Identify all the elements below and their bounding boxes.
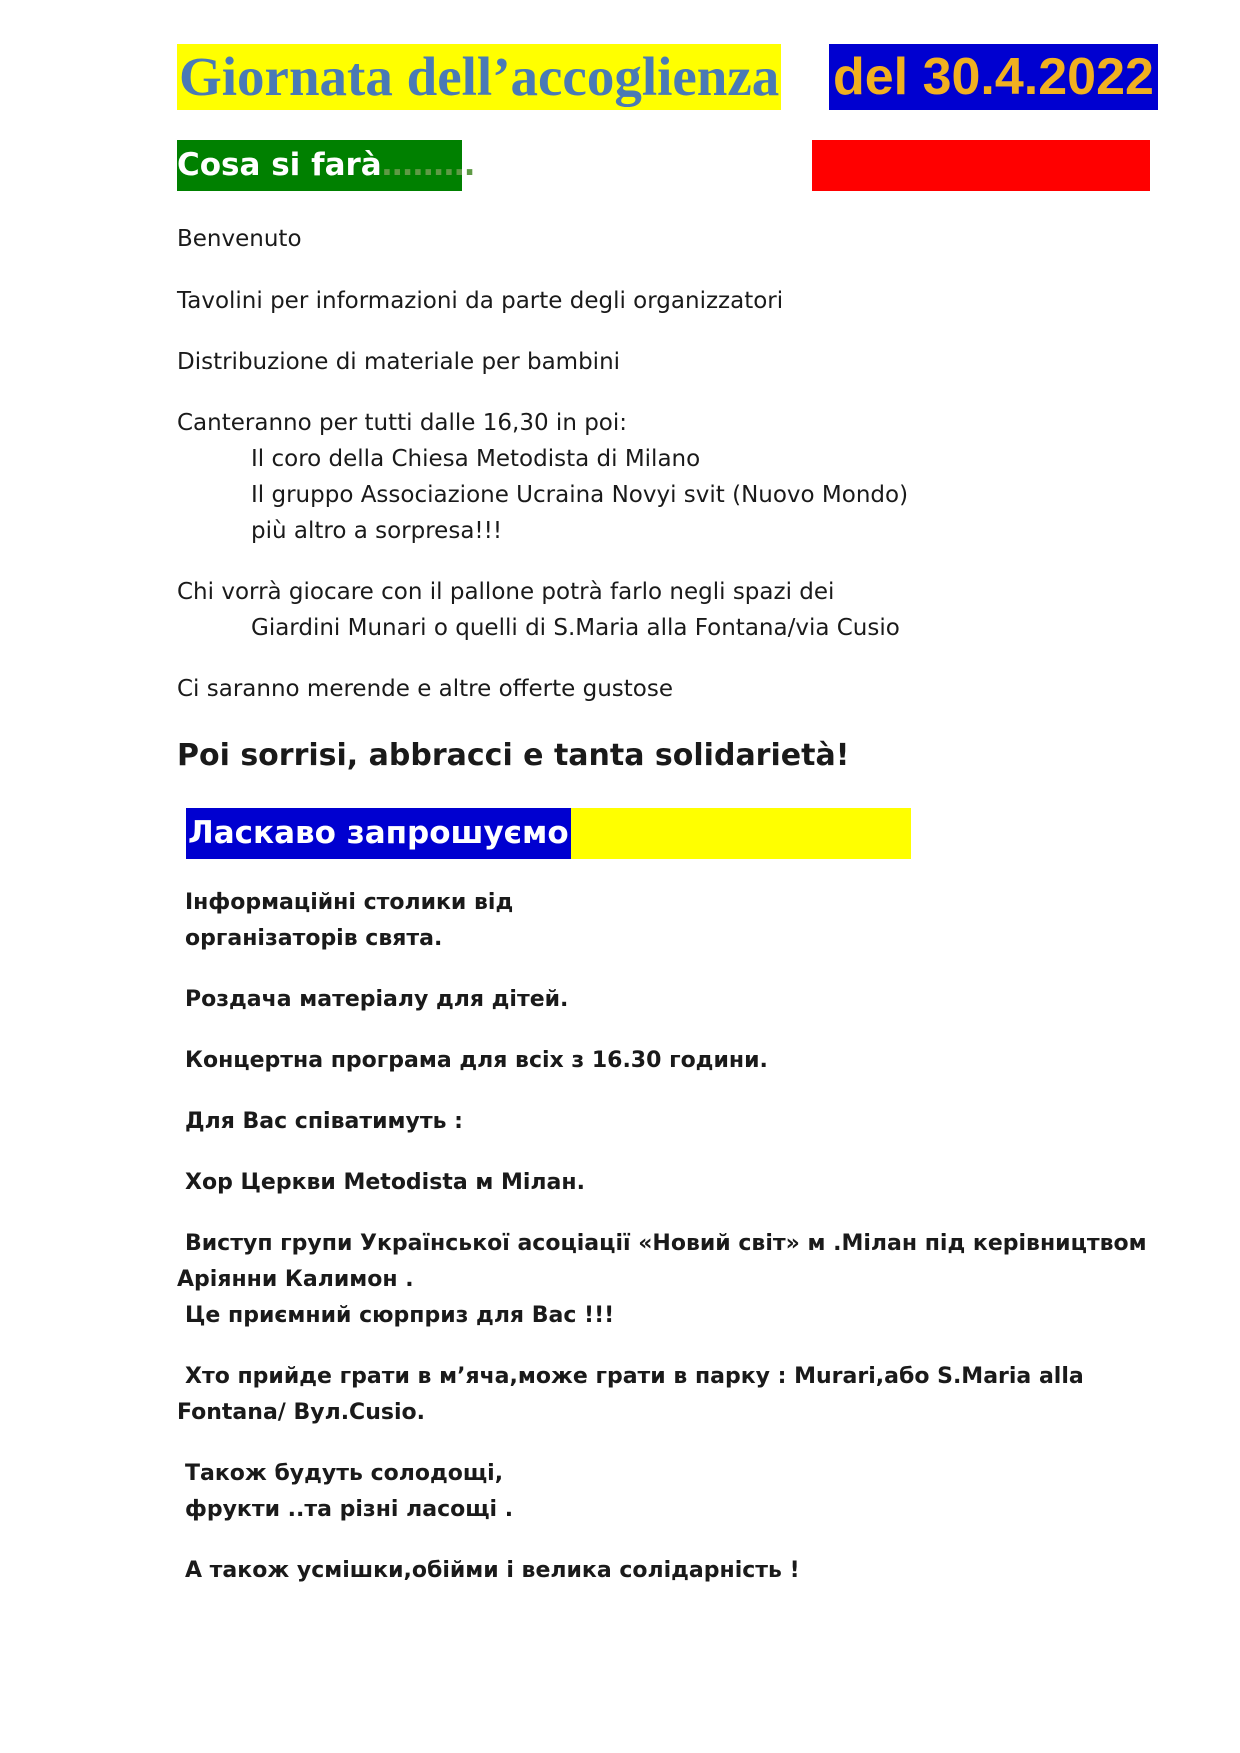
ukrainian-section-header: Ласкаво запрошуємо: [186, 808, 571, 859]
ua-info-line2: організаторів свята.: [185, 926, 443, 951]
ua-ball-line1: Хто прийде грати в м’яча,може грати в парку : Murari,або S.Maria alla: [185, 1364, 1084, 1389]
it-singer-2: Il gruppo Associazione Ucraina Novyi svit (Nuovo Mondo): [251, 482, 909, 508]
it-closing: Poi sorrisi, abbracci e tanta solidarietà!: [177, 738, 850, 773]
title-date: del 30.4.2022: [829, 44, 1158, 110]
it-singing-intro: Canteranno per tutti dalle 16,30 in poi:: [177, 410, 628, 436]
ua-group-line2: Арiянни Калимон .: [177, 1267, 414, 1292]
it-welcome: Benvenuto: [177, 226, 302, 252]
it-snacks: Ci saranno merende e altre offerte gustose: [177, 676, 673, 702]
it-ball-line2: Giardini Munari o quelli di S.Maria alla Fontana/via Cusio: [251, 615, 900, 641]
ua-concert: Концертна програма для всіх з 16.30 години.: [185, 1048, 768, 1073]
ua-ball-line2: Fontana/ Вул.Cusio.: [177, 1400, 425, 1425]
it-ball-line1: Chi vorrà giocare con il pallone potrà farlo negli spazi dei: [177, 579, 835, 605]
ua-materials: Роздача матеріалу для дітей.: [185, 987, 569, 1012]
title-part1: Giornata dell’accoglienza: [177, 44, 781, 110]
it-info-tables: Tavolini per informazioni da parte degli organizzatori: [177, 288, 784, 314]
ua-info-line1: Інформаційні столики від: [185, 890, 514, 915]
ua-sweets-line2: фрукти ..та різні ласощі .: [185, 1497, 514, 1522]
ua-sweets-line1: Також будуть солодощі,: [185, 1461, 504, 1486]
red-banner: [812, 140, 1150, 191]
ua-group-line1: Виступ групи Української асоціації «Новий світ» м .Мілан під керівництвом: [185, 1231, 1147, 1256]
ua-singing-intro: Для Вас співатимуть :: [185, 1109, 463, 1134]
italian-section-header-text: Cosa si farà: [177, 147, 382, 183]
italian-section-header-dots: ………: [381, 147, 475, 183]
italian-section-header: [177, 140, 475, 191]
it-singer-3: più altro a sorpresa!!!: [251, 518, 503, 544]
it-singer-1: Il coro della Chiesa Metodista di Milano: [251, 446, 701, 472]
ua-closing: А також усмішки,обійми і велика солідарність !: [185, 1558, 800, 1583]
it-materials: Distribuzione di materiale per bambini: [177, 349, 621, 375]
ua-surprise: Це приємний сюрприз для Вас !!!: [185, 1303, 615, 1328]
ua-choir: Хор Церкви Metodista м Мілан.: [185, 1170, 585, 1195]
